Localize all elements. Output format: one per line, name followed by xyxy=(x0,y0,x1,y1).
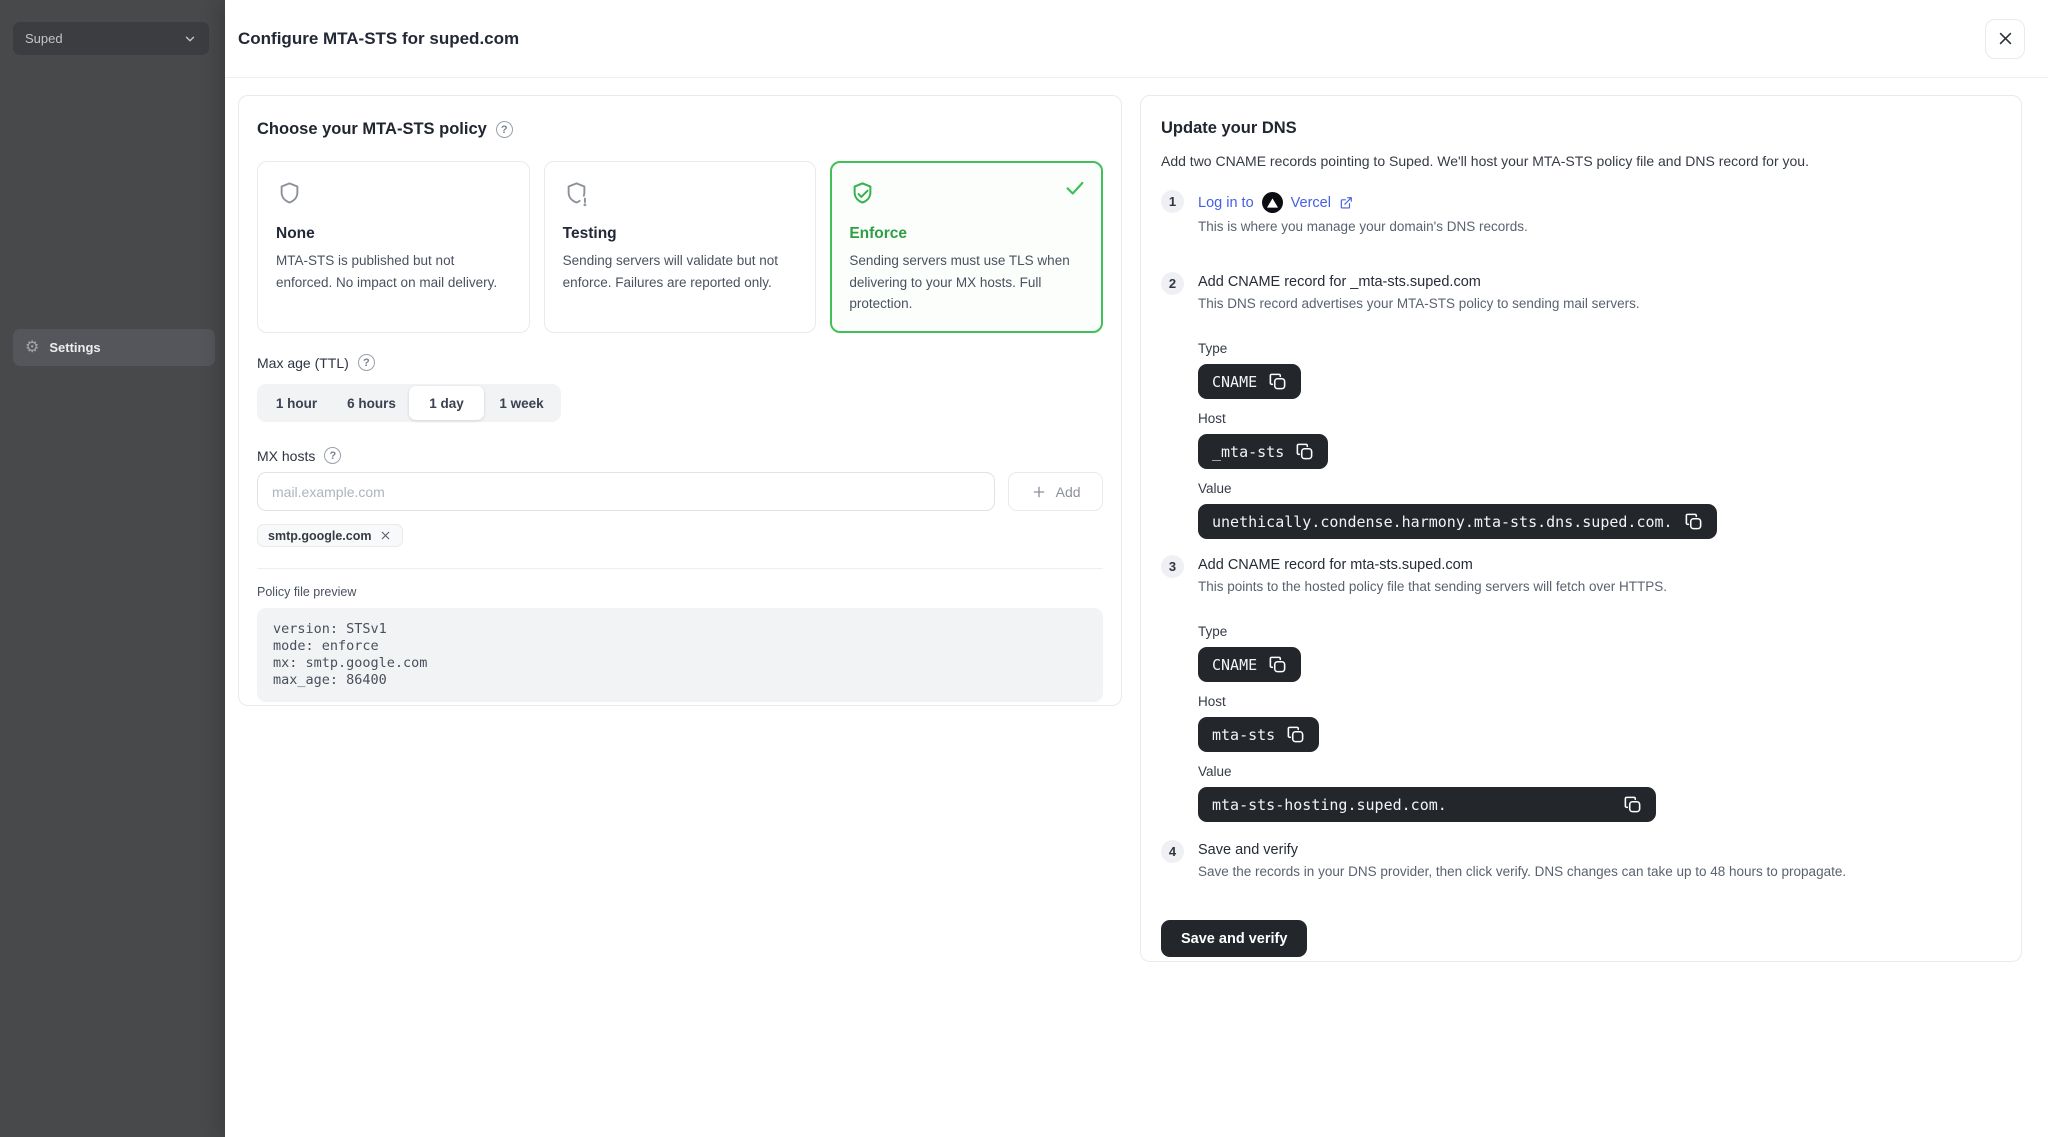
help-icon[interactable]: ? xyxy=(496,121,513,138)
vercel-login-link[interactable]: Log in to Vercel xyxy=(1198,192,1353,213)
step-description: This points to the hosted policy file that sending servers will fetch over HTTPS. xyxy=(1198,579,1667,594)
step-title: Add CNAME record for mta-sts.suped.com xyxy=(1198,557,1473,573)
step-description: This is where you manage your domain's DNS records. xyxy=(1198,219,1528,234)
step-title: Add CNAME record for _mta-sts.suped.com xyxy=(1198,274,1481,290)
step-number: 4 xyxy=(1161,840,1184,863)
policy-option-description: Sending servers must use TLS when delivering to your MX hosts. Full protection. xyxy=(849,253,1070,311)
dns-heading: Update your DNS xyxy=(1161,119,1297,137)
step-number: 3 xyxy=(1161,555,1184,578)
copy-icon xyxy=(1268,655,1287,674)
max-age-option-6hours[interactable]: 6 hours xyxy=(334,386,409,420)
policy-option-title: Testing xyxy=(562,225,617,242)
external-link-icon xyxy=(1339,196,1353,210)
dns-panel xyxy=(1140,95,2022,962)
max-age-option-1hour[interactable]: 1 hour xyxy=(259,386,334,420)
max-age-option-1week[interactable]: 1 week xyxy=(484,386,559,420)
policy-file-preview: version: STSv1 mode: enforce mx: smtp.google.com max_age: 86400 xyxy=(257,608,1103,702)
policy-option-enforce[interactable] xyxy=(830,161,1103,333)
workspace-switcher[interactable] xyxy=(13,22,209,55)
plus-icon xyxy=(1031,484,1047,500)
step-title: Save and verify xyxy=(1198,842,1298,858)
step-number: 1 xyxy=(1161,190,1184,213)
record-value-label: Value xyxy=(1198,481,1232,496)
step-description: Save the records in your DNS provider, then click verify. DNS changes can take up to 48 hours to propagate. xyxy=(1198,864,1847,879)
gear-icon: ⚙ xyxy=(25,338,40,356)
copy-icon xyxy=(1268,372,1287,391)
record-type-label: Type xyxy=(1198,341,1228,356)
step-number: 2 xyxy=(1161,272,1184,295)
record-host-label: Host xyxy=(1198,694,1226,709)
copy-icon xyxy=(1684,512,1703,531)
dns-step-3 xyxy=(1161,557,2001,822)
sidebar-item-label: Settings xyxy=(49,340,101,355)
policy-option-title: Enforce xyxy=(849,225,908,242)
mx-host-input[interactable] xyxy=(257,472,995,511)
record-host-label: Host xyxy=(1198,411,1226,426)
step-description: This DNS record advertises your MTA-STS policy to sending mail servers. xyxy=(1198,296,1640,311)
chevron-down-icon xyxy=(183,32,197,46)
modal-header xyxy=(225,0,2048,78)
copy-icon xyxy=(1286,725,1305,744)
copy-record-host[interactable]: mta-sts xyxy=(1198,717,1319,752)
policy-option-testing[interactable] xyxy=(544,161,817,333)
close-icon xyxy=(1997,30,2014,47)
policy-preview-label: Policy file preview xyxy=(257,585,357,599)
record-value-label: Value xyxy=(1198,764,1232,779)
remove-tag-icon[interactable] xyxy=(379,529,392,542)
policy-panel xyxy=(238,95,1122,706)
shield-check-icon xyxy=(849,180,876,207)
record-type-label: Type xyxy=(1198,624,1228,639)
mx-host-tag-label: smtp.google.com xyxy=(268,528,372,543)
save-and-verify-button[interactable]: Save and verify xyxy=(1161,920,1307,957)
divider xyxy=(257,568,1103,569)
policy-heading: Choose your MTA-STS policy ? xyxy=(257,120,1103,139)
max-age-segmented-control xyxy=(257,384,561,422)
copy-icon xyxy=(1295,442,1314,461)
selected-check-icon xyxy=(1064,177,1086,204)
max-age-label: Max age (TTL) ? xyxy=(257,354,1103,371)
mta-sts-modal xyxy=(225,0,2048,1137)
sidebar-item-settings[interactable] xyxy=(13,329,215,366)
vercel-logo-icon xyxy=(1262,192,1283,213)
dns-step-4 xyxy=(1161,842,2001,879)
copy-record-value[interactable]: unethically.condense.harmony.mta-sts.dns.suped.com. xyxy=(1198,504,1717,539)
help-icon[interactable]: ? xyxy=(324,447,341,464)
workspace-name: Suped xyxy=(25,31,63,46)
shield-icon xyxy=(276,180,303,207)
modal-title: Configure MTA-STS for suped.com xyxy=(238,28,520,48)
help-icon[interactable]: ? xyxy=(358,354,375,371)
dns-intro: Add two CNAME records pointing to Suped. We'll host your MTA-STS policy file and DNS record for you. xyxy=(1161,153,1809,169)
policy-options xyxy=(257,161,1103,333)
copy-record-value[interactable]: mta-sts-hosting.suped.com. xyxy=(1198,787,1656,822)
dns-step-1 xyxy=(1161,192,2001,234)
close-button[interactable] xyxy=(1985,19,2025,59)
mx-host-tag xyxy=(257,524,403,547)
add-mx-host-button[interactable]: Add xyxy=(1008,472,1103,511)
sidebar xyxy=(0,0,225,1137)
copy-record-type[interactable]: CNAME xyxy=(1198,647,1301,682)
policy-option-none[interactable] xyxy=(257,161,530,333)
copy-record-type[interactable]: CNAME xyxy=(1198,364,1301,399)
dns-step-2 xyxy=(1161,274,2001,539)
policy-option-title: None xyxy=(276,225,315,242)
copy-icon xyxy=(1623,795,1642,814)
mx-hosts-label: MX hosts ? xyxy=(257,447,1103,464)
copy-record-host[interactable]: _mta-sts xyxy=(1198,434,1328,469)
policy-option-description: MTA-STS is published but not enforced. No impact on mail delivery. xyxy=(276,253,498,290)
shield-alert-icon xyxy=(563,180,590,207)
max-age-option-1day[interactable]: 1 day xyxy=(409,386,484,420)
policy-option-description: Sending servers will validate but not enforce. Failures are reported only. xyxy=(562,253,779,290)
